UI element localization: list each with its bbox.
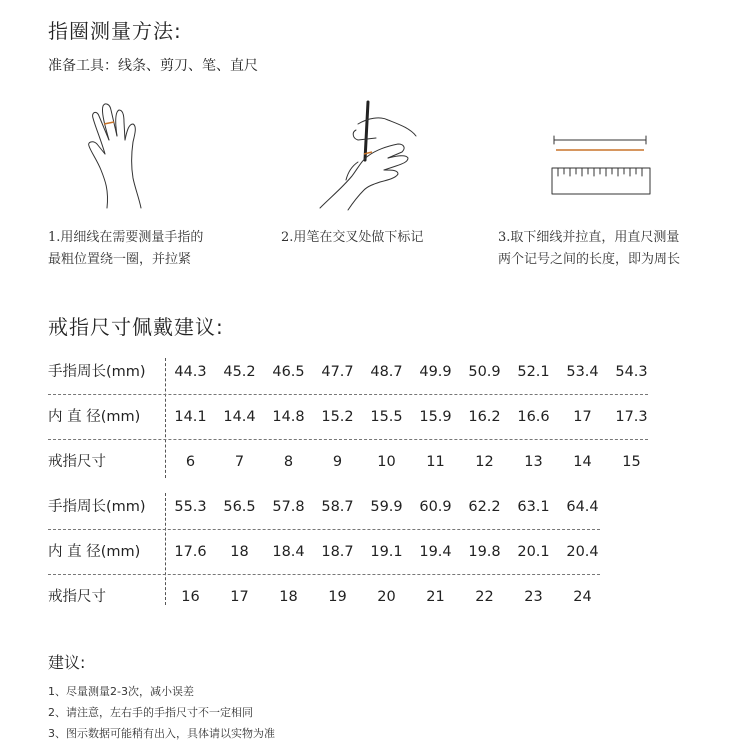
table-cell: 20.1 <box>517 544 550 560</box>
step-3-line-1: 3.取下细线并拉直，用直尺测量 <box>498 230 680 245</box>
table-cell: 15.5 <box>370 409 403 425</box>
table-cell: 13 <box>524 454 543 470</box>
advice-item: 1、尽量测量2-3次，减小误差 <box>48 685 194 698</box>
step-1-caption <box>48 227 203 271</box>
table-2-divider <box>165 493 166 605</box>
table-cell: 17 <box>573 409 592 425</box>
table-cell: 14.8 <box>272 409 305 425</box>
ruler-icon <box>550 130 652 196</box>
advice-title: 建议: <box>48 653 86 672</box>
table-cell: 19 <box>328 589 347 605</box>
row-label: 内 直 径(mm) <box>48 544 141 560</box>
table-cell: 58.7 <box>321 499 354 515</box>
table-cell: 17.6 <box>174 544 207 560</box>
table-cell: 59.9 <box>370 499 403 515</box>
table-cell: 18.7 <box>321 544 354 560</box>
advice-item: 2、请注意，左右手的手指尺寸不一定相同 <box>48 706 253 719</box>
table-cell: 18 <box>279 589 298 605</box>
measure-title: 指圈测量方法: <box>48 19 182 43</box>
table-cell: 16.6 <box>517 409 550 425</box>
table-cell: 14.4 <box>223 409 256 425</box>
table-cell: 57.8 <box>272 499 305 515</box>
table-cell: 15.2 <box>321 409 354 425</box>
table-1-rule-2 <box>48 439 648 440</box>
row-label: 手指周长(mm) <box>48 499 146 515</box>
table-cell: 21 <box>426 589 445 605</box>
table-cell: 64.4 <box>566 499 599 515</box>
table-cell: 12 <box>475 454 494 470</box>
table-cell: 16 <box>181 589 200 605</box>
advice-item: 3、图示数据可能稍有出入，具体请以实物为准 <box>48 727 275 740</box>
table-cell: 20 <box>377 589 396 605</box>
table-cell: 47.7 <box>321 364 354 380</box>
table-cell: 19.8 <box>468 544 501 560</box>
table-cell: 9 <box>332 454 343 470</box>
table-cell: 45.2 <box>223 364 256 380</box>
table-cell: 55.3 <box>174 499 207 515</box>
row-label: 手指周长(mm) <box>48 364 146 380</box>
table-cell: 63.1 <box>517 499 550 515</box>
tools-list: 准备工具：线条、剪刀、笔、直尺 <box>48 58 258 74</box>
table-cell: 16.2 <box>468 409 501 425</box>
table-cell: 6 <box>185 454 196 470</box>
table-cell: 14 <box>573 454 592 470</box>
table-cell: 46.5 <box>272 364 305 380</box>
step-2-line-1: 2.用笔在交叉处做下标记 <box>281 230 424 245</box>
table-cell: 23 <box>524 589 543 605</box>
table-1-rule-1 <box>48 394 648 395</box>
table-cell: 53.4 <box>566 364 599 380</box>
table-cell: 19.1 <box>370 544 403 560</box>
table-cell: 60.9 <box>419 499 452 515</box>
table-cell: 17.3 <box>615 409 648 425</box>
table-cell: 49.9 <box>419 364 452 380</box>
row-label: 戒指尺寸 <box>48 589 106 605</box>
table-cell: 54.3 <box>615 364 648 380</box>
table-cell: 52.1 <box>517 364 550 380</box>
table-cell: 7 <box>234 454 245 470</box>
row-label: 戒指尺寸 <box>48 454 106 470</box>
table-cell: 56.5 <box>223 499 256 515</box>
suggest-title: 戒指尺寸佩戴建议: <box>48 315 224 339</box>
table-cell: 50.9 <box>468 364 501 380</box>
table-cell: 15 <box>622 454 641 470</box>
table-cell: 17 <box>230 589 249 605</box>
row-label: 内 直 径(mm) <box>48 409 141 425</box>
table-cell: 14.1 <box>174 409 207 425</box>
step-1-line-1: 1.用细线在需要测量手指的 <box>48 230 204 245</box>
table-cell: 62.2 <box>468 499 501 515</box>
step-2-caption <box>281 227 423 249</box>
table-cell: 10 <box>377 454 396 470</box>
table-cell: 48.7 <box>370 364 403 380</box>
step-3-caption <box>498 227 680 271</box>
table-cell: 24 <box>573 589 592 605</box>
hand-wrap-icon <box>85 100 165 210</box>
table-cell: 18.4 <box>272 544 305 560</box>
table-cell: 20.4 <box>566 544 599 560</box>
table-cell: 19.4 <box>419 544 452 560</box>
table-cell: 18 <box>230 544 249 560</box>
table-2-rule-1 <box>48 529 600 530</box>
table-cell: 8 <box>283 454 294 470</box>
table-cell: 22 <box>475 589 494 605</box>
table-cell: 11 <box>426 454 445 470</box>
table-cell: 15.9 <box>419 409 452 425</box>
step-3-line-2: 两个记号之间的长度，即为周长 <box>498 252 681 267</box>
table-1-divider <box>165 358 166 478</box>
table-cell: 44.3 <box>174 364 207 380</box>
table-2-rule-2 <box>48 574 600 575</box>
hand-pen-mark-icon <box>318 100 423 212</box>
step-1-line-2: 最粗位置绕一圈，并拉紧 <box>48 252 192 267</box>
